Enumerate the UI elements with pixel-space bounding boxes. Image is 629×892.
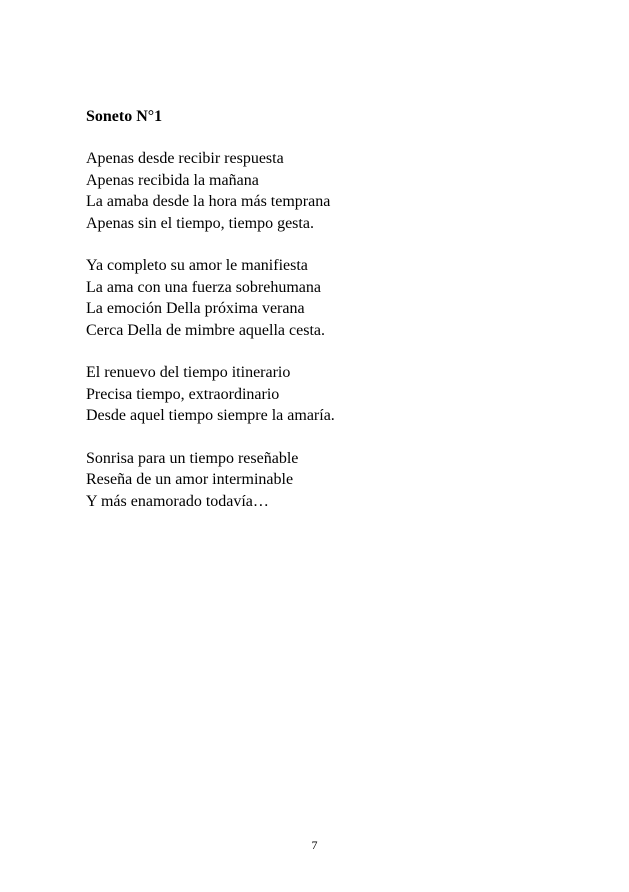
poem-line: La emoción Della próxima verana — [86, 300, 305, 317]
poem-line: Desde aquel tiempo siempre la amaría. — [86, 407, 335, 424]
poem-line: Apenas recibida la mañana — [86, 171, 259, 189]
stanza-1 — [86, 148, 335, 234]
poem-line: Apenas sin el tiempo, tiempo gesta. — [86, 214, 314, 232]
poem-line: Ya completo su amor le manifiesta — [86, 257, 308, 274]
poem-line: El renuevo del tiempo itinerario — [86, 364, 291, 381]
poem-line: La amaba desde la hora más temprana — [86, 193, 331, 210]
page-number: 7 — [311, 838, 318, 852]
poem-line: Apenas desde recibir respuesta — [86, 150, 284, 167]
poem-line: Precisa tiempo, extraordinario — [86, 385, 280, 403]
poem-line: Cerca Della de mimbre aquella cesta. — [86, 321, 325, 339]
poem-line: Y más enamorado todavía… — [86, 492, 269, 510]
stanza-2 — [86, 255, 335, 341]
poem-line: La ama con una fuerza sobrehumana — [86, 278, 321, 296]
poem-line: Sonrisa para un tiempo reseñable — [86, 449, 299, 467]
poem-line: Reseña de un amor interminable — [86, 471, 294, 488]
poem-body — [86, 148, 335, 533]
stanza-3 — [86, 362, 335, 427]
poem-title: Soneto N°1 — [86, 108, 163, 125]
stanza-4 — [86, 448, 335, 513]
